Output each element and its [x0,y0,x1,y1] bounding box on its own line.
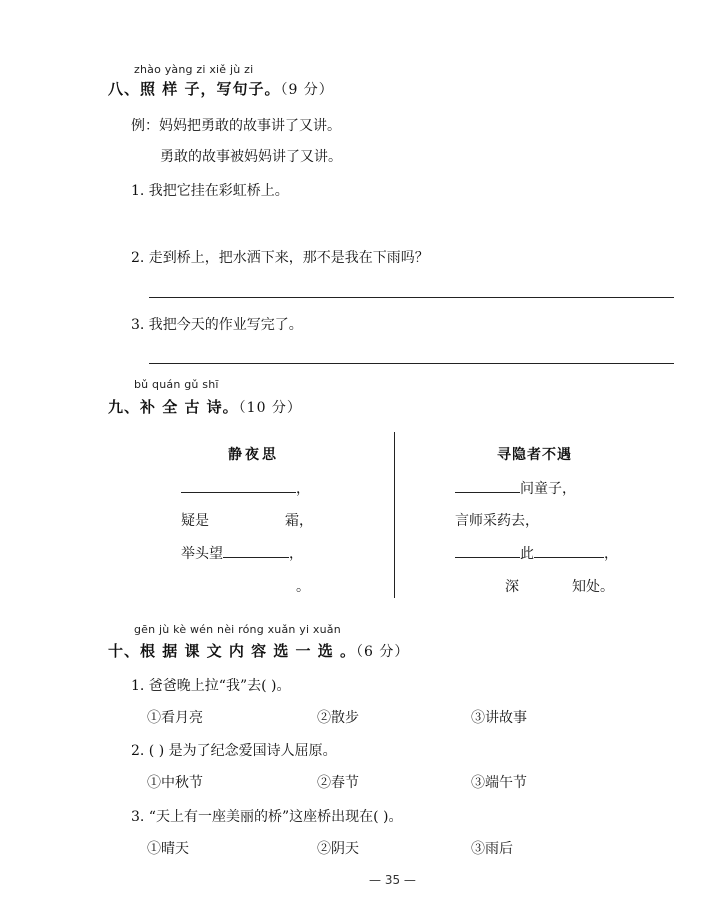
poem1-blank-2[interactable] [223,543,289,558]
option-10-2-c[interactable]: ③端午节 [471,775,527,791]
section8-heading [108,78,334,99]
section8-pinyin: zhào yàng zi xiě jù zi [134,63,254,76]
example-answer: 勇敢的故事被妈妈讲了又讲。 [160,149,342,165]
poem1-blank-1[interactable] [181,478,296,493]
poem1-line3 [181,543,303,563]
poem1-line3-end: ， [289,546,303,562]
section9-score: （10 分） [238,400,302,416]
poem2-line3-mid: 此 [520,546,534,562]
answer-line-8-2[interactable] [149,297,674,298]
poem2-line1-end: 问童子， [520,481,576,497]
section10-pinyin: gēn jù kè wén nèi róng xuǎn yi xuǎn [134,623,341,636]
option-10-1-c[interactable]: ③讲故事 [471,710,527,726]
question-10-3: 3. “天上有一座美丽的桥”这座桥出现在( )。 [131,809,403,825]
poem1-line2-end: 霜， [285,513,313,529]
poem1-line1 [181,478,310,498]
section8-heading-text: 八、照 样 子，写句子。 [108,80,281,98]
section10-heading [108,640,409,661]
page-number: — 35 — [369,873,416,887]
example-sentence: 例：妈妈把勇敢的故事讲了又讲。 [131,118,341,134]
question-10-1: 1. 爸爸晚上拉“我”去( )。 [131,678,291,694]
poem2-line3 [455,543,618,563]
poem2-blank-1[interactable] [455,478,520,493]
question-8-3: 3. 我把今天的作业写完了。 [131,317,303,333]
section9-heading [108,396,302,417]
section10-heading-text: 十、根 据 课 文 内 容 选 一 选 。 [108,642,357,660]
option-10-1-a[interactable]: ①看月亮 [147,710,203,726]
poem1-line1-end: ， [296,481,310,497]
option-10-2-a[interactable]: ①中秋节 [147,775,203,791]
option-10-2-b[interactable]: ②春节 [317,775,359,791]
poem2-line4-a: 深 [505,579,519,595]
question-8-2: 2. 走到桥上，把水洒下来，那不是我在下雨吗？ [131,250,429,266]
section10-score: （6 分） [356,644,410,660]
option-10-3-a[interactable]: ①晴天 [147,841,189,857]
section9-heading-text: 九、补 全 古 诗。 [108,398,239,416]
poem2-blank-2[interactable] [455,543,520,558]
poem2-line2: 言师采药去， [455,513,539,529]
answer-line-8-3[interactable] [149,363,674,364]
poem1-line3-start: 举头望 [181,546,223,562]
question-8-1: 1. 我把它挂在彩虹桥上。 [131,183,289,199]
poem-divider [394,432,395,598]
poem1-line2-start: 疑是 [181,513,209,529]
option-10-3-c[interactable]: ③雨后 [471,841,513,857]
option-10-1-b[interactable]: ②散步 [317,710,359,726]
question-10-2: 2. ( ) 是为了纪念爱国诗人屈原。 [131,743,337,759]
section9-pinyin: bǔ quán gǔ shī [134,378,219,391]
poem2-blank-3[interactable] [534,543,604,558]
poem2-line3-end: ， [604,546,618,562]
poem1-line4-end: 。 [296,579,310,595]
poem2-line1 [455,478,576,498]
section8-score: （9 分） [280,82,334,98]
option-10-3-b[interactable]: ②阴天 [317,841,359,857]
poem1-title: 静夜思 [228,447,279,463]
poem2-title: 寻隐者不遇 [497,447,572,463]
poem2-line4-b: 知处。 [572,579,614,595]
